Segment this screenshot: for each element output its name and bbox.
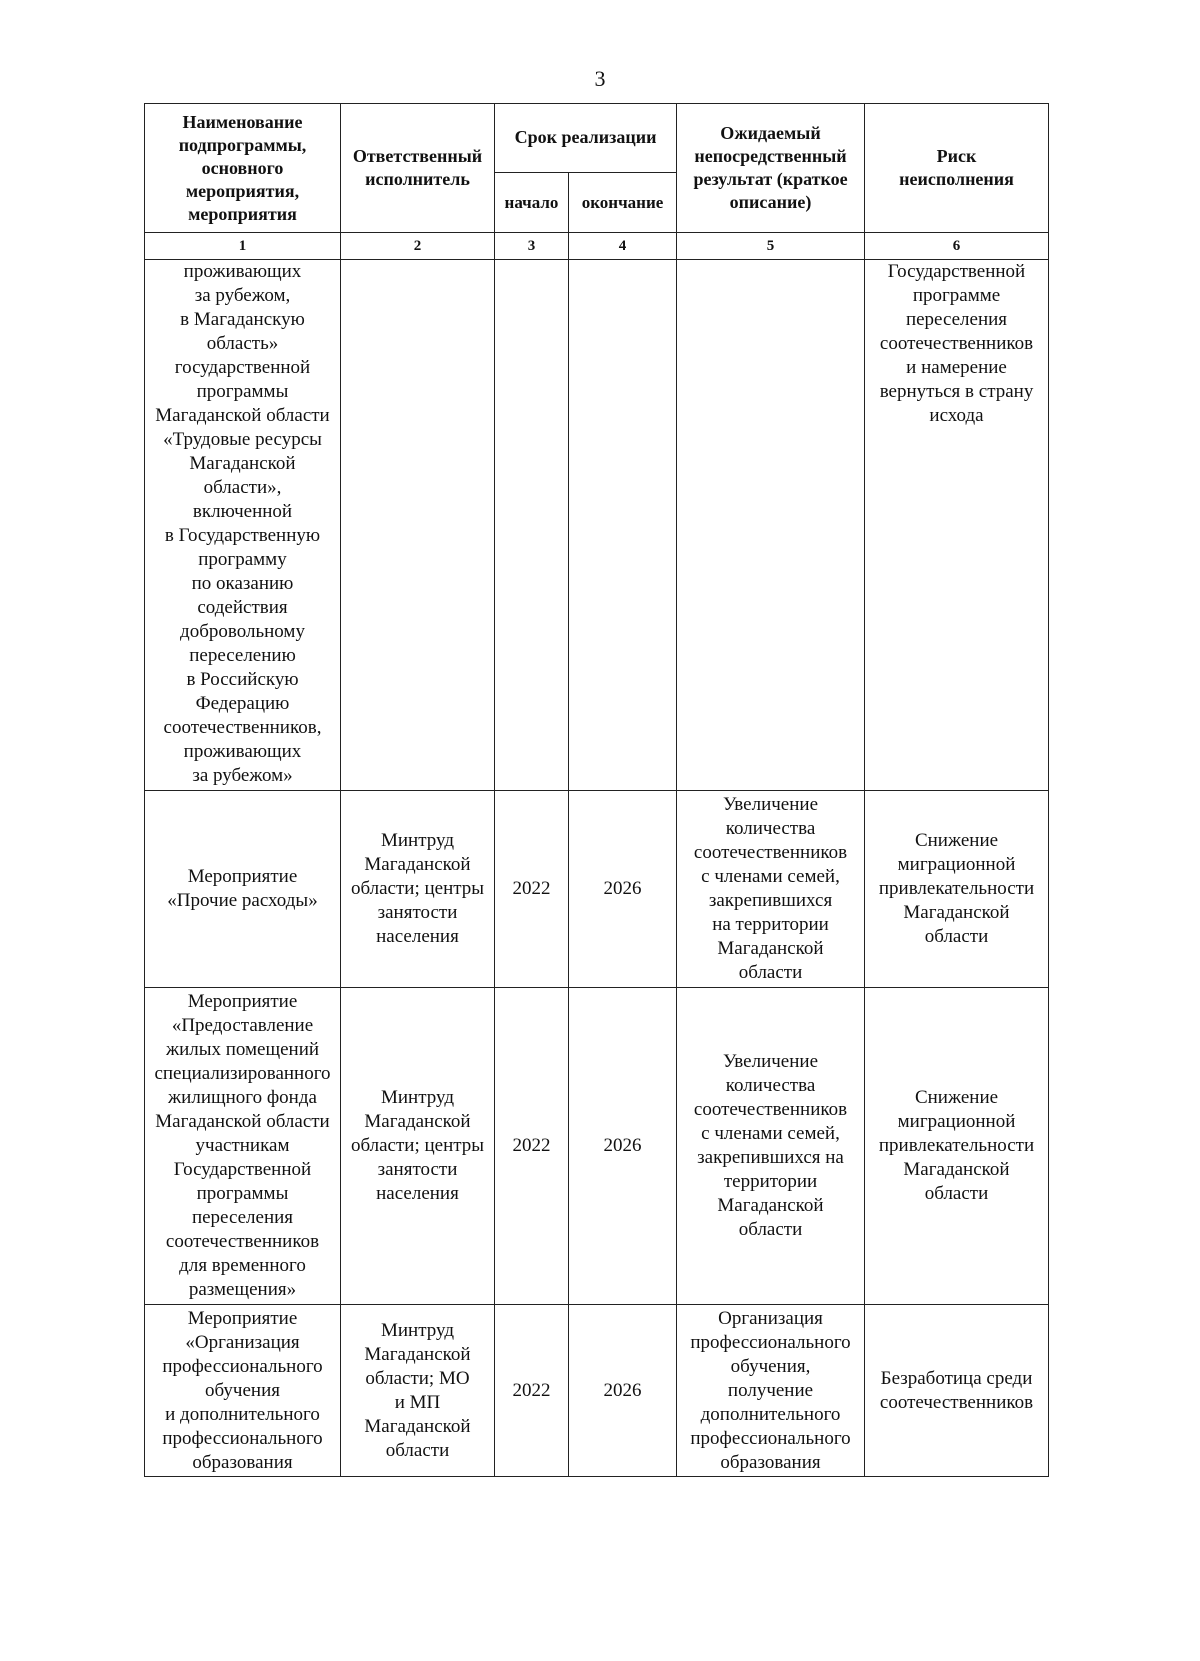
cell-executor: Минтруд Магаданской области; центры занятости населения [341, 791, 495, 988]
column-number: 2 [341, 233, 495, 260]
table-row [145, 988, 1049, 1305]
header-executor: Ответственный исполнитель [341, 104, 495, 233]
cell-start [495, 260, 569, 791]
cell-name: Мероприятие «Организация профессионального обучения и дополнительного профессионального образования [145, 1305, 341, 1477]
column-number: 6 [865, 233, 1049, 260]
cell-risk: Снижение миграционной привлекательности Магаданской области [865, 988, 1049, 1305]
cell-executor [341, 260, 495, 791]
header-name: Наименование подпрограммы, основного мероприятия, мероприятия [145, 104, 341, 233]
cell-name: Мероприятие «Прочие расходы» [145, 791, 341, 988]
cell-end [569, 260, 677, 791]
cell-end: 2026 [569, 1305, 677, 1477]
cell-start: 2022 [495, 791, 569, 988]
cell-result: Увеличение количества соотечественников с членами семей, закрепившихся на территории Магаданской области [677, 988, 865, 1305]
cell-risk: Государственной программе переселения соотечественников и намерение вернуться в страну исхода [865, 260, 1049, 791]
cell-risk: Безработица среди соотечественников [865, 1305, 1049, 1477]
cell-risk: Снижение миграционной привлекательности Магаданской области [865, 791, 1049, 988]
cell-end: 2026 [569, 988, 677, 1305]
header-end: окончание [569, 172, 677, 232]
table-row [145, 1305, 1049, 1477]
cell-result: Увеличение количества соотечественников с членами семей, закрепившихся на территории Магаданской области [677, 791, 865, 988]
header-risk: Риск неисполнения [865, 104, 1049, 233]
table-row [145, 791, 1049, 988]
cell-result: Организация профессионального обучения, получение дополнительного профессионального образования [677, 1305, 865, 1477]
cell-executor: Минтруд Магаданской области; МО и МП Магаданской области [341, 1305, 495, 1477]
column-number: 3 [495, 233, 569, 260]
cell-executor: Минтруд Магаданской области; центры занятости населения [341, 988, 495, 1305]
header-period: Срок реализации [495, 104, 677, 173]
cell-name: проживающих за рубежом, в Магаданскую область» государственной программы Магаданской области «Трудовые ресурсы Магаданской области», включенной в Государственную программу по оказанию содействия добровольному переселению в Российскую Федерацию соотечественников, проживающих за рубежом» [145, 260, 341, 791]
column-number: 5 [677, 233, 865, 260]
column-number: 1 [145, 233, 341, 260]
cell-result [677, 260, 865, 791]
page-number: 3 [594, 66, 606, 91]
column-number: 4 [569, 233, 677, 260]
cell-name: Мероприятие «Предоставление жилых помещений специализированного жилищного фонда Магаданской области участникам Государственной программы переселения соотечественников для временного размещения» [145, 988, 341, 1305]
header-start: начало [495, 172, 569, 232]
program-table [144, 103, 1049, 1477]
cell-start: 2022 [495, 988, 569, 1305]
cell-start: 2022 [495, 1305, 569, 1477]
cell-end: 2026 [569, 791, 677, 988]
table-row [145, 260, 1049, 791]
header-result: Ожидаемый непосредственный результат (краткое описание) [677, 104, 865, 233]
